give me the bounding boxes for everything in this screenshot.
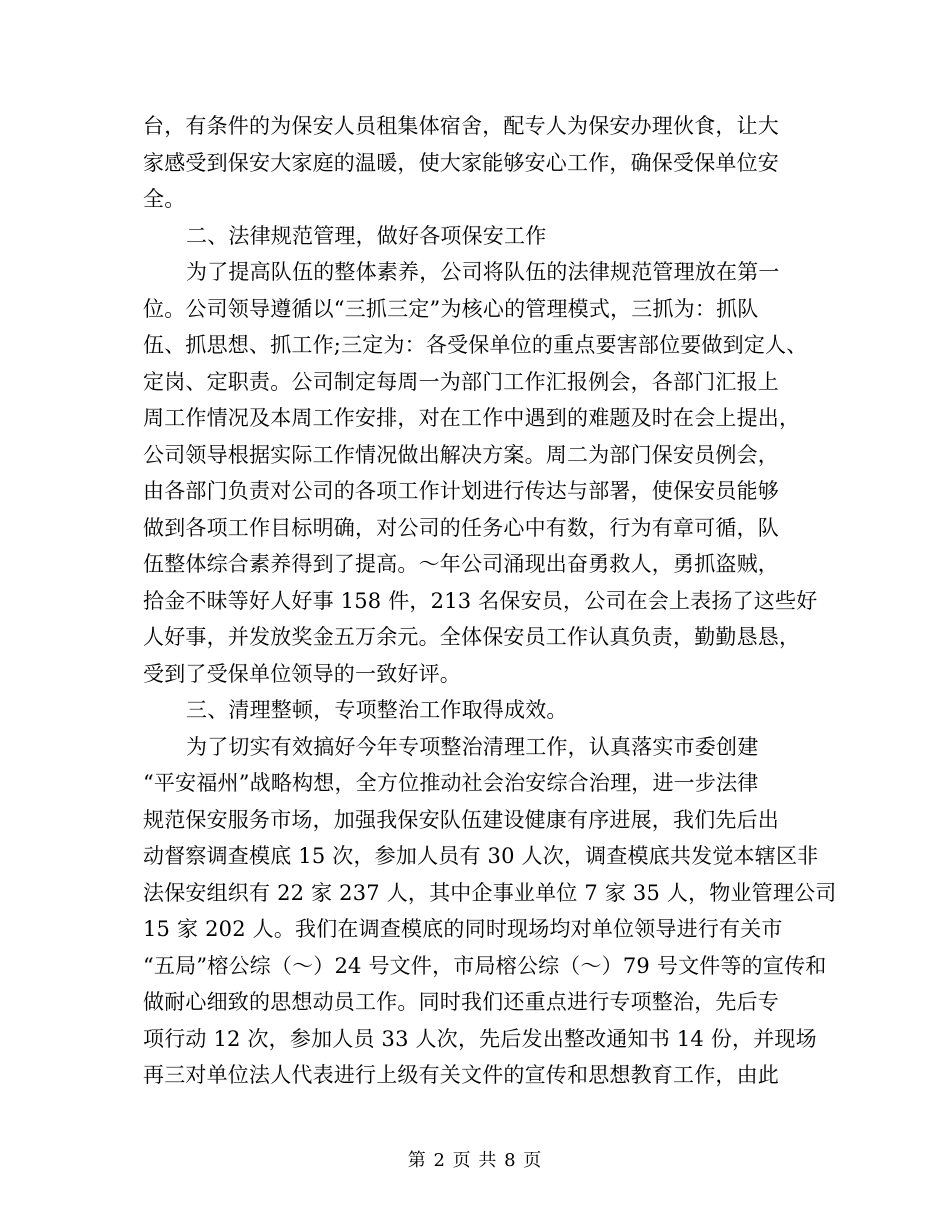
text-line: 做耐心细致的思想动员工作。同时我们还重点进行专项整治，先后专	[143, 990, 779, 1014]
text-line: 做到各项工作目标明确，对公司的任务心中有数，行为有章可循，队	[143, 515, 779, 540]
text-line: 公司领导根据实际工作情况做出解决方案。周二为部门保安员例会，	[143, 442, 779, 467]
text-line: 定岗、定职责。公司制定每周一为部门工作汇报例会，各部门汇报上	[143, 369, 779, 394]
text-line: 为了切实有效搞好今年专项整治清理工作，认真落实市委创建	[186, 734, 759, 759]
page-number-footer: 第 2 页 共 8 页	[407, 1150, 543, 1171]
text-line: 动督察调查模底 15 次，参加人员有 30 人次，调查模底共发觉本辖区非	[143, 844, 819, 868]
text-line: 家感受到保安大家庭的温暖，使大家能够安心工作，确保受保单位安	[143, 150, 779, 175]
text-line: 台，有条件的为保安人员租集体宿舍，配专人为保安办理伙食，让大	[143, 114, 779, 138]
text-line: 法保安组织有 22 家 237 人，其中企事业单位 7 家 35 人，物业管理公司	[143, 880, 837, 905]
text-line: “平安福州”战略构想，全方位推动社会治安综合治理，进一步法律	[143, 771, 759, 795]
text-line: 15 家 202 人。我们在调查模底的同时现场均对单位领导进行有关市	[143, 917, 783, 941]
text-line: “五局”榕公综（～）24 号文件，市局榕公综（～）79 号文件等的宣传和	[143, 953, 827, 978]
section-heading: 三、清理整顿，专项整治工作取得成效。	[186, 698, 568, 722]
text-line: 再三对单位法人代表进行上级有关文件的宣传和思想教育工作，由此	[143, 1063, 779, 1087]
text-line: 项行动 12 次，参加人员 33 人次，先后发出整改通知书 14 份，并现场	[143, 1026, 817, 1051]
text-line: 人好事，并发放奖金五万余元。全体保安员工作认真负责，勤勤恳恳，	[143, 625, 801, 649]
text-line: 规范保安服务市场，加强我保安队伍建设健康有序进展，我们先后出	[143, 807, 779, 832]
text-line: 为了提高队伍的整体素养，公司将队伍的法律规范管理放在第一	[186, 260, 780, 284]
text-line: 伍整体综合素养得到了提高。～年公司涌现出奋勇救人，勇抓盗贼，	[143, 552, 779, 576]
text-line: 全。	[143, 187, 186, 211]
section-heading: 二、法律规范管理，做好各项保安工作	[186, 223, 547, 248]
text-line: 周工作情况及本周工作安排，对在工作中遇到的难题及时在会上提出，	[143, 406, 801, 430]
text-line: 受到了受保单位领导的一致好评。	[143, 661, 461, 686]
document-body	[143, 108, 837, 1094]
text-line: 位。公司领导遵循以“三抓三定”为核心的管理模式，三抓为：抓队	[143, 296, 759, 321]
text-line: 伍、抓思想、抓工作;三定为：各受保单位的重点要害部位要做到定人、	[143, 333, 808, 357]
text-line: 拾金不昧等好人好事 158 件，213 名保安员，公司在会上表扬了这些好	[143, 588, 818, 613]
text-line: 由各部门负责对公司的各项工作计划进行传达与部署，使保安员能够	[143, 479, 779, 503]
